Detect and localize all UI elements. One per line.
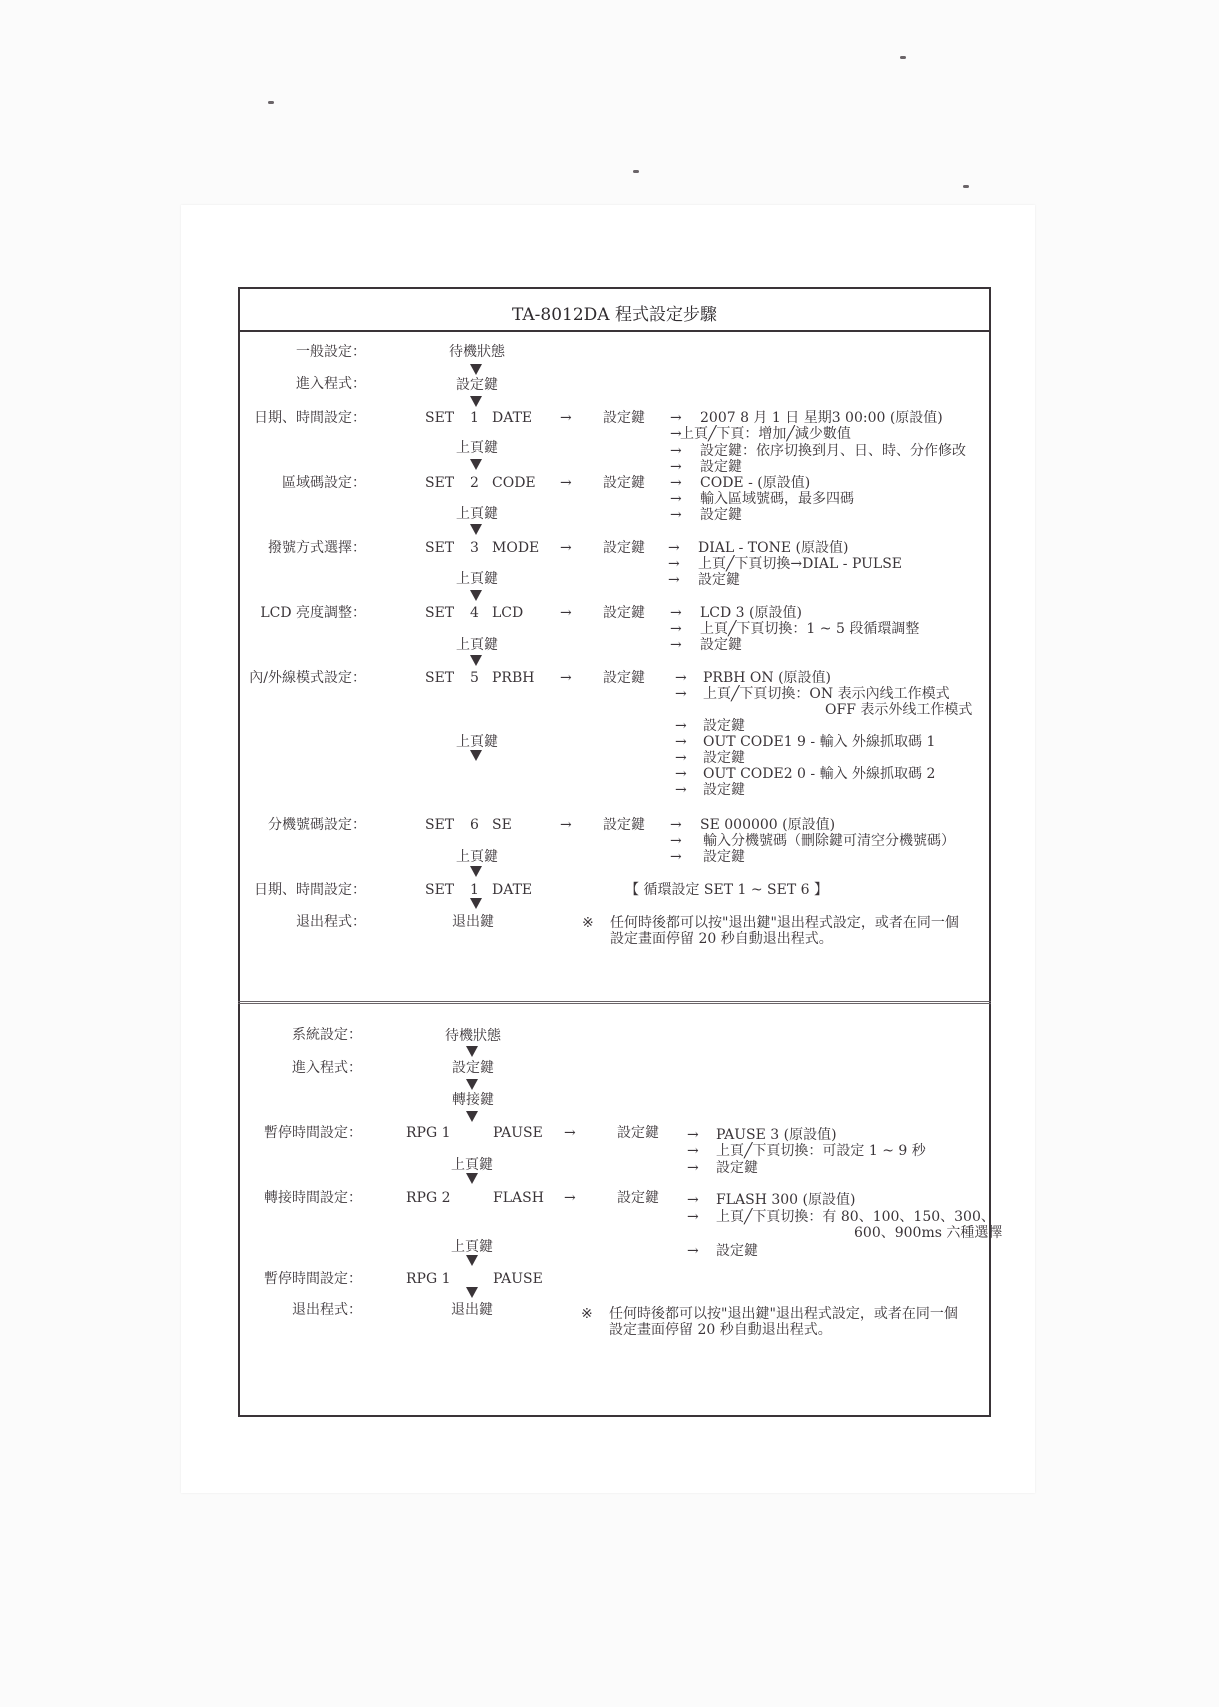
right-arrow: → bbox=[670, 833, 682, 849]
step-note: PAUSE 3 (原設值) bbox=[716, 1127, 837, 1143]
set-key: 設定鍵 bbox=[603, 817, 645, 833]
down-arrow-icon bbox=[470, 590, 482, 601]
step-note: 上頁╱下頁切換：1 ~ 5 段循環調整 bbox=[700, 621, 920, 637]
down-arrow-icon bbox=[470, 396, 482, 407]
step-name: MODE bbox=[492, 540, 540, 556]
right-arrow: → bbox=[675, 750, 687, 766]
step-note: 設定鍵 bbox=[716, 1160, 758, 1176]
right-arrow: → bbox=[670, 475, 682, 491]
down-arrow-icon bbox=[466, 1173, 478, 1184]
step-label: 轉接時間設定： bbox=[264, 1190, 362, 1206]
transfer-key: 轉接鍵 bbox=[452, 1092, 494, 1108]
set-token: SET bbox=[425, 540, 455, 556]
standby-state: 待機狀態 bbox=[449, 344, 505, 360]
up-key: 上頁鍵 bbox=[456, 506, 498, 522]
right-arrow: → bbox=[560, 605, 572, 621]
scan-speck bbox=[963, 185, 969, 188]
right-arrow: → bbox=[670, 849, 682, 865]
step-note: 設定鍵 bbox=[716, 1243, 758, 1259]
step-label: 日期、時間設定： bbox=[254, 410, 366, 426]
step-label: 撥號方式選擇： bbox=[268, 540, 366, 556]
step-note: 輸入區域號碼，最多四碼 bbox=[700, 491, 854, 507]
step-note: 設定鍵 bbox=[703, 750, 745, 766]
exit-program-label: 退出程式： bbox=[292, 1302, 362, 1318]
set-key: 設定鍵 bbox=[617, 1190, 659, 1206]
step-name: DATE bbox=[492, 882, 533, 898]
note-mark: ※ bbox=[582, 915, 594, 931]
step-name: CODE bbox=[492, 475, 536, 491]
step-note: 設定鍵 bbox=[700, 507, 742, 523]
set-token: SET bbox=[425, 475, 455, 491]
step-note: 設定鍵 bbox=[700, 637, 742, 653]
down-arrow-icon bbox=[466, 1287, 478, 1298]
step-note: 上頁╱下頁切換→DIAL - PULSE bbox=[698, 556, 903, 572]
set-key: 設定鍵 bbox=[603, 670, 645, 686]
step-note: OUT CODE1 9 - 輸入 外線抓取碼 1 bbox=[703, 734, 936, 750]
down-arrow-icon bbox=[470, 750, 482, 761]
step-note: 600、900ms 六種選擇 bbox=[854, 1225, 1003, 1241]
up-key: 上頁鍵 bbox=[456, 849, 498, 865]
right-arrow: → bbox=[675, 766, 687, 782]
set-token: SET bbox=[425, 410, 455, 426]
step-note: 設定鍵：依序切換到月、日、時、分作修改 bbox=[700, 443, 966, 459]
step-label: 區域碼設定： bbox=[282, 475, 366, 491]
step-name: DATE bbox=[492, 410, 533, 426]
enter-program-label: 進入程式： bbox=[296, 376, 366, 392]
step-number: 5 bbox=[470, 670, 479, 686]
step-number: 4 bbox=[470, 605, 479, 621]
right-arrow: → bbox=[670, 491, 682, 507]
section-divider bbox=[238, 1001, 991, 1004]
step-number: 1 bbox=[470, 882, 479, 898]
right-arrow: → bbox=[670, 605, 682, 621]
set-token: SET bbox=[425, 670, 455, 686]
exit-note: 任何時後都可以按"退出鍵"退出程式設定，或者在同一個 bbox=[610, 915, 959, 931]
step-name: PAUSE bbox=[493, 1271, 543, 1287]
set-key: 設定鍵 bbox=[603, 605, 645, 621]
note-mark: ※ bbox=[581, 1306, 593, 1322]
step-label: LCD 亮度調整： bbox=[260, 605, 366, 621]
section-label-system: 系統設定： bbox=[292, 1027, 362, 1043]
step-name: PAUSE bbox=[493, 1125, 543, 1141]
scan-speck bbox=[268, 101, 274, 104]
right-arrow: → bbox=[668, 572, 680, 588]
step-note: FLASH 300 (原設值) bbox=[716, 1192, 856, 1208]
step-note: 設定鍵 bbox=[703, 782, 745, 798]
down-arrow-icon bbox=[470, 866, 482, 877]
up-key: 上頁鍵 bbox=[451, 1239, 493, 1255]
section-label-general: 一般設定： bbox=[296, 344, 366, 360]
exit-key: 退出鍵 bbox=[452, 914, 494, 930]
step-note: CODE - (原設值) bbox=[700, 475, 811, 491]
right-arrow: → bbox=[560, 540, 572, 556]
down-arrow-icon bbox=[470, 364, 482, 375]
step-note: DIAL - TONE (原設值) bbox=[698, 540, 849, 556]
title-rule bbox=[238, 330, 991, 332]
step-name: PRBH bbox=[492, 670, 535, 686]
right-arrow: → bbox=[670, 410, 682, 426]
step-label: 暫停時間設定： bbox=[264, 1271, 362, 1287]
down-arrow-icon bbox=[466, 1079, 478, 1090]
up-key: 上頁鍵 bbox=[456, 440, 498, 456]
down-arrow-icon bbox=[466, 1046, 478, 1057]
right-arrow: → bbox=[560, 475, 572, 491]
step-note: 2007 8 月 1 日 星期3 00:00 (原設值) bbox=[700, 410, 943, 426]
step-label: 暫停時間設定： bbox=[264, 1125, 362, 1141]
step-note: 設定鍵 bbox=[700, 459, 742, 475]
step-label: 內/外線模式設定： bbox=[249, 670, 366, 686]
step-note: OFF 表示外线工作模式 bbox=[825, 702, 973, 718]
step-number: 6 bbox=[470, 817, 479, 833]
step-label: 日期、時間設定： bbox=[254, 882, 366, 898]
step-note: SE 000000 (原設值) bbox=[700, 817, 836, 833]
step-number: 2 bbox=[470, 475, 479, 491]
step-note: 設定鍵 bbox=[703, 849, 745, 865]
document-title: TA-8012DA 程式設定步驟 bbox=[511, 305, 717, 325]
step-note: 上頁╱下頁：增加╱減少數值 bbox=[680, 426, 851, 442]
right-arrow: → bbox=[560, 817, 572, 833]
rpg-token: RPG 1 bbox=[406, 1125, 451, 1141]
right-arrow: → bbox=[675, 734, 687, 750]
right-arrow: → bbox=[675, 686, 687, 702]
right-arrow: → bbox=[560, 410, 572, 426]
right-arrow: → bbox=[687, 1209, 699, 1225]
up-key: 上頁鍵 bbox=[456, 734, 498, 750]
down-arrow-icon bbox=[470, 524, 482, 535]
step-note: 上頁╱下頁切換：有 80、100、150、300、 bbox=[716, 1209, 995, 1225]
enter-program-label: 進入程式： bbox=[292, 1060, 362, 1076]
down-arrow-icon bbox=[466, 1111, 478, 1122]
step-name: SE bbox=[492, 817, 512, 833]
right-arrow: → bbox=[670, 817, 682, 833]
right-arrow: → bbox=[675, 718, 687, 734]
right-arrow: → bbox=[564, 1190, 576, 1206]
step-name: FLASH bbox=[493, 1190, 544, 1206]
right-arrow: → bbox=[668, 556, 680, 572]
up-key: 上頁鍵 bbox=[456, 637, 498, 653]
down-arrow-icon bbox=[470, 655, 482, 666]
right-arrow: → bbox=[687, 1192, 699, 1208]
right-arrow: → bbox=[668, 540, 680, 556]
standby-state: 待機狀態 bbox=[445, 1028, 501, 1044]
right-arrow: → bbox=[687, 1143, 699, 1159]
exit-note: 設定畫面停留 20 秒自動退出程式。 bbox=[609, 1322, 832, 1338]
right-arrow: → bbox=[670, 443, 682, 459]
step-note: 上頁╱下頁切換：ON 表示內线工作模式 bbox=[703, 686, 950, 702]
step-note: 上頁╱下頁切換：可設定 1 ~ 9 秒 bbox=[716, 1143, 926, 1159]
right-arrow: → bbox=[687, 1127, 699, 1143]
set-key: 設定鍵 bbox=[603, 540, 645, 556]
down-arrow-icon bbox=[470, 898, 482, 909]
set-token: SET bbox=[425, 817, 455, 833]
right-arrow: → bbox=[687, 1160, 699, 1176]
set-key: 設定鍵 bbox=[603, 475, 645, 491]
step-note: 輸入分機號碼（刪除鍵可清空分機號碼） bbox=[703, 833, 955, 849]
right-arrow: → bbox=[670, 426, 682, 442]
right-arrow: → bbox=[560, 670, 572, 686]
exit-note: 任何時後都可以按"退出鍵"退出程式設定，或者在同一個 bbox=[609, 1306, 958, 1322]
exit-key: 退出鍵 bbox=[451, 1302, 493, 1318]
step-note: LCD 3 (原設值) bbox=[700, 605, 802, 621]
step-name: LCD bbox=[492, 605, 524, 621]
step-number: 3 bbox=[470, 540, 479, 556]
right-arrow: → bbox=[670, 637, 682, 653]
cycle-note: 【 循環設定 SET 1 ~ SET 6 】 bbox=[625, 882, 828, 898]
right-arrow: → bbox=[675, 670, 687, 686]
down-arrow-icon bbox=[470, 459, 482, 470]
up-key: 上頁鍵 bbox=[456, 571, 498, 587]
scan-speck bbox=[900, 56, 906, 59]
set-token: SET bbox=[425, 882, 455, 898]
exit-note: 設定畫面停留 20 秒自動退出程式。 bbox=[610, 931, 833, 947]
rpg-token: RPG 1 bbox=[406, 1271, 451, 1287]
down-arrow-icon bbox=[466, 1255, 478, 1266]
right-arrow: → bbox=[687, 1243, 699, 1259]
set-key: 設定鍵 bbox=[456, 377, 498, 393]
rpg-token: RPG 2 bbox=[406, 1190, 451, 1206]
set-key: 設定鍵 bbox=[617, 1125, 659, 1141]
step-label: 分機號碼設定： bbox=[268, 817, 366, 833]
exit-program-label: 退出程式： bbox=[296, 914, 366, 930]
step-note: 設定鍵 bbox=[698, 572, 740, 588]
right-arrow: → bbox=[670, 459, 682, 475]
set-token: SET bbox=[425, 605, 455, 621]
up-key: 上頁鍵 bbox=[451, 1157, 493, 1173]
step-number: 1 bbox=[470, 410, 479, 426]
step-note: PRBH ON (原設值) bbox=[703, 670, 832, 686]
step-note: 設定鍵 bbox=[703, 718, 745, 734]
right-arrow: → bbox=[564, 1125, 576, 1141]
right-arrow: → bbox=[670, 621, 682, 637]
scan-speck bbox=[633, 170, 639, 173]
right-arrow: → bbox=[675, 782, 687, 798]
set-key: 設定鍵 bbox=[452, 1060, 494, 1076]
set-key: 設定鍵 bbox=[603, 410, 645, 426]
right-arrow: → bbox=[670, 507, 682, 523]
step-note: OUT CODE2 0 - 輸入 外線抓取碼 2 bbox=[703, 766, 936, 782]
